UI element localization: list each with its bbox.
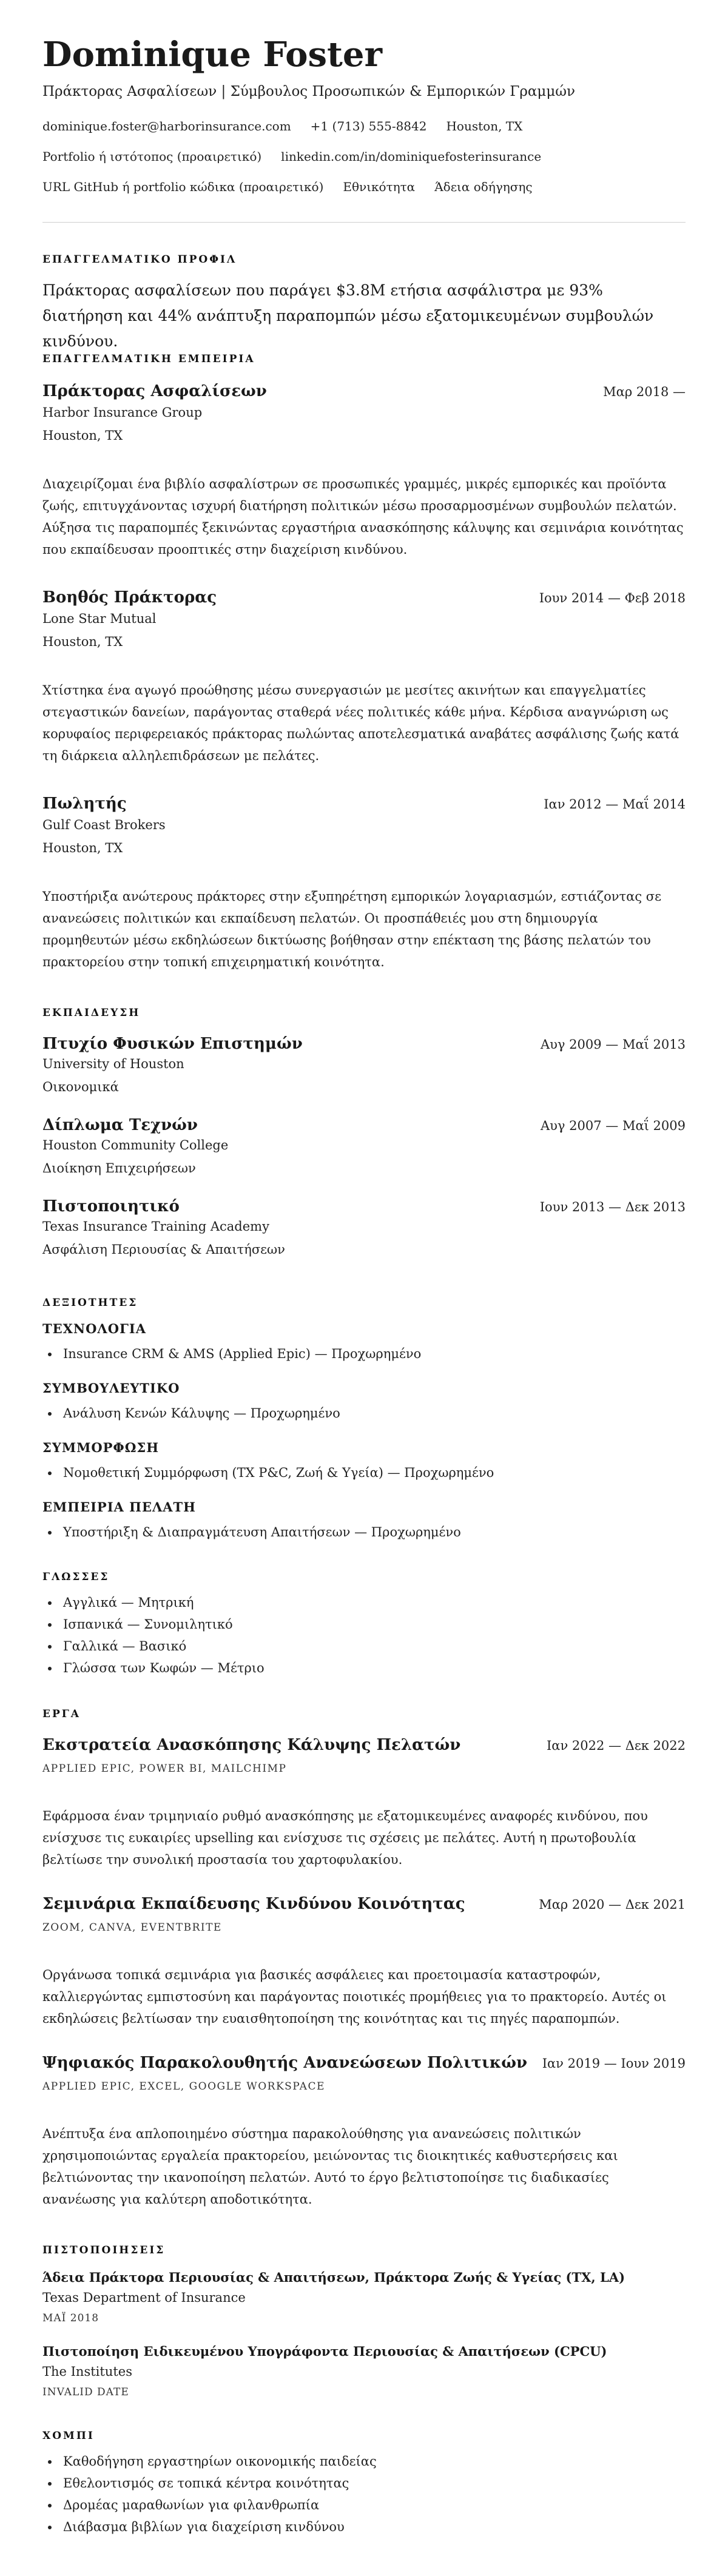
job-description: Χτίστηκα ένα αγωγό προώθησης μέσω συνεργασιών με μεσίτες ακινήτων και επαγγελματίες στεγαστικών δανείων, παράγοντας σταθερά νέες πολιτικές κάθε μήνα. Κέρδισα αναγνώριση ως κορυφαίος περιφερειακός πράκτορας πωλώντας αποτελεσματικά αναβάτες ασφάλισης ζωής κατά τη διάρκεια αλληλεπιδράσεων με πελάτες. (42, 683, 679, 763)
project-dates: Ιαν 2019 — Ιουν 2019 (542, 2056, 686, 2071)
projects-heading: ΕΡΓΑ (42, 1708, 81, 1720)
job-company: Harbor Insurance Group (42, 405, 203, 420)
project-tech: APPLIED EPIC, EXCEL, GOOGLE WORKSPACE (42, 2080, 325, 2093)
language-item: • Γαλλικά — Βασικό (59, 1635, 265, 1657)
email-link[interactable]: dominique.foster@harborinsurance.com (42, 119, 291, 133)
linkedin-link[interactable]: linkedin.com/in/dominiquefosterinsurance (281, 149, 542, 164)
skill-category: ΣΥΜΜΟΡΦΩΣΗ (42, 1440, 160, 1455)
candidate-name: Dominique Foster (42, 35, 382, 75)
skill-item: • Νομοθετική Συμμόρφωση (TX P&C, Ζωή & Υγεία) — Προχωρημένο (59, 1462, 494, 1484)
skill-item: • Υποστήριξη & Διαπραγμάτευση Απαιτήσεων — Προχωρημένο (59, 1521, 461, 1543)
degree-title: Πιστοποιητικό (42, 1197, 180, 1216)
skill-list (42, 1521, 461, 1543)
education-heading: ΕΚΠΑΙΔΕΥΣΗ (42, 1007, 141, 1019)
hobby-item: • Διάβασμα βιβλίων για διαχείριση κινδύνου (59, 2516, 377, 2538)
school-name: University of Houston (42, 1057, 184, 1071)
skill-item: • Insurance CRM & AMS (Applied Epic) — Προχωρημένο (59, 1343, 421, 1365)
job-location: Houston, TX (42, 428, 123, 443)
job-description: Υποστήριξα ανώτερους πράκτορες στην εξυπηρέτηση εμπορικών λογαριασμών, εστιάζοντας σε ανανεώσεις πολιτικών και εκπαίδευση πελατών. Οι προσπάθειές μου στη δημιουργία προμηθευτών μέσω εκδηλώσεων δικτύωσης βοήθησαν στην επέκταση της βάσης πελατών του πρακτορείου στην τοπική επιχειρηματική κοινότητα. (42, 889, 661, 969)
job-dates: Ιουν 2014 — Φεβ 2018 (539, 591, 686, 605)
job-title: Βοηθός Πράκτορας (42, 588, 217, 607)
project-description: Οργάνωσα τοπικά σεμινάρια για βασικές ασφάλειες και προετοιμασία καταστροφών, καλλιεργώντας εμπιστοσύνη και παράγοντας ποιοτικές προμήθειες για το πρακτορείο. Αυτές οι εκδηλώσεις βελτίωσαν την ευαισθητοποίηση της κοινότητας και τις πηγές παραπομπών. (42, 1968, 667, 2026)
location-text: Houston, TX (446, 119, 523, 133)
skill-category: ΕΜΠΕΙΡΙΑ ΠΕΛΑΤΗ (42, 1499, 197, 1515)
skill-category: ΣΥΜΒΟΥΛΕΥΤΙΚΟ (42, 1380, 180, 1396)
hobbies-list (42, 2450, 377, 2538)
experience-heading: ΕΠΑΓΓΕΛΜΑΤΙΚΗ ΕΜΠΕΙΡΙΑ (42, 353, 255, 365)
degree-dates: Αυγ 2007 — Μαΐ 2009 (541, 1118, 686, 1133)
contact-row-2 (42, 149, 541, 164)
summary-text: Πράκτορας ασφαλίσεων που παράγει $3.8M ετήσια ασφάλιστρα με 93% διατήρηση και 44% ανάπτυξη παραπομπών μέσω εξατομικευμένων συμβουλών κινδύνου. (42, 281, 654, 350)
field-of-study: Οικονομικά (42, 1080, 119, 1094)
hobby-item: • Εθελοντισμός σε τοπικά κέντρα κοινότητας (59, 2472, 377, 2494)
job-dates: Ιαν 2012 — Μαΐ 2014 (544, 797, 686, 812)
contact-row-1 (42, 119, 522, 133)
field-of-study: Ασφάλιση Περιουσίας & Απαιτήσεων (42, 1242, 285, 1257)
project-dates: Μαρ 2020 — Δεκ 2021 (539, 1897, 686, 1912)
job-location: Houston, TX (42, 841, 123, 855)
skill-category: ΤΕΧΝΟΛΟΓΙΑ (42, 1321, 147, 1336)
job-title: Πωλητής (42, 795, 127, 813)
certification-issuer: The Institutes (42, 2364, 132, 2379)
job-company: Lone Star Mutual (42, 611, 157, 626)
summary-heading: ΕΠΑΓΓΕΛΜΑΤΙΚΟ ΠΡΟΦΙΛ (42, 254, 237, 266)
certification-name: Πιστοποίηση Ειδικευμένου Υπογράφοντα Περιουσίας & Απαιτήσεων (CPCU) (42, 2344, 607, 2359)
project-tech: APPLIED EPIC, POWER BI, MAILCHIMP (42, 1763, 287, 1775)
certification-date: ΜΑΪ 2018 (42, 2312, 99, 2324)
hobbies-heading: ΧΟΜΠΙ (42, 2430, 95, 2442)
phone-text: +1 (713) 555-8842 (310, 119, 427, 133)
degree-title: Πτυχίο Φυσικών Επιστημών (42, 1035, 303, 1053)
language-item: • Γλώσσα των Κωφών — Μέτριο (59, 1657, 265, 1679)
candidate-headline: Πράκτορας Ασφαλίσεων | Σύμβουλος Προσωπικών & Εμπορικών Γραμμών (42, 84, 576, 99)
project-name: Εκστρατεία Ανασκόπησης Κάλυψης Πελατών (42, 1736, 461, 1754)
language-item: • Αγγλικά — Μητρική (59, 1592, 265, 1613)
job-title: Πράκτορας Ασφαλίσεων (42, 382, 267, 400)
project-description: Εφάρμοσα έναν τριμηνιαίο ρυθμό ανασκόπησης με εξατομικευμένες αναφορές κινδύνου, που ενίσχυσε τις ευκαιρίες upselling και ενίσχυσε τις σχέσεις με πελάτες. Αυτή η πρωτοβουλία βελτίωσε την συνολική προστασία του χαρτοφυλακίου. (42, 1809, 648, 1867)
certifications-heading: ΠΙΣΤΟΠΟΙΗΣΕΙΣ (42, 2244, 166, 2256)
project-dates: Ιαν 2022 — Δεκ 2022 (546, 1738, 686, 1753)
skills-heading: ΔΕΞΙΟΤΗΤΕΣ (42, 1297, 138, 1309)
certification-name: Άδεια Πράκτορα Περιουσίας & Απαιτήσεων, Πράκτορα Ζωής & Υγείας (TX, LA) (42, 2270, 625, 2285)
nationality-text: Εθνικότητα (343, 180, 416, 194)
degree-title: Δίπλωμα Τεχνών (42, 1116, 198, 1134)
job-dates: Μαρ 2018 — (603, 385, 686, 399)
hobby-item: • Δρομέας μαραθωνίων για φιλανθρωπία (59, 2494, 377, 2516)
language-item: • Ισπανικά — Συνομιλητικό (59, 1613, 265, 1635)
license-text: Άδεια οδήγησης (434, 180, 533, 194)
contact-row-3 (42, 180, 533, 194)
project-name: Σεμινάρια Εκπαίδευσης Κινδύνου Κοινότητας (42, 1895, 465, 1913)
job-company: Gulf Coast Brokers (42, 818, 166, 832)
school-name: Texas Insurance Training Academy (42, 1219, 269, 1234)
certification-date: INVALID DATE (42, 2386, 129, 2398)
languages-list (42, 1592, 265, 1679)
school-name: Houston Community College (42, 1138, 229, 1152)
skill-list (42, 1462, 494, 1484)
skill-list (42, 1343, 421, 1365)
hobby-item: • Καθοδήγηση εργαστηρίων οικονομικής παιδείας (59, 2450, 377, 2472)
job-location: Houston, TX (42, 634, 123, 649)
skill-list (42, 1402, 340, 1424)
degree-dates: Ιουν 2013 — Δεκ 2013 (539, 1200, 686, 1214)
languages-heading: ΓΛΩΣΣΕΣ (42, 1571, 110, 1583)
degree-dates: Αυγ 2009 — Μαΐ 2013 (541, 1037, 686, 1052)
header-divider (42, 222, 686, 223)
skill-item: • Ανάλυση Κενών Κάλυψης — Προχωρημένο (59, 1402, 340, 1424)
github-link[interactable]: URL GitHub ή portfolio κώδικα (προαιρετικό) (42, 180, 324, 194)
field-of-study: Διοίκηση Επιχειρήσεων (42, 1161, 196, 1175)
project-description: Ανέπτυξα ένα απλοποιημένο σύστημα παρακολούθησης για ανανεώσεις πολιτικών χρησιμοποιώντας εργαλεία πρακτορείου, μειώνοντας τις διοικητικές καθυστερήσεις και βελτιώνοντας την ικανοποίηση πελατών. Αυτό το έργο βελτιστοποίησε τις διαδικασίες ανανέωσης για καλύτερη αποδοτικότητα. (42, 2127, 618, 2207)
project-name: Ψηφιακός Παρακολουθητής Ανανεώσεων Πολιτικών (42, 2054, 528, 2072)
project-tech: ZOOM, CANVA, EVENTBRITE (42, 1922, 222, 1934)
portfolio-link[interactable]: Portfolio ή ιστότοπος (προαιρετικό) (42, 149, 262, 164)
certification-issuer: Texas Department of Insurance (42, 2290, 246, 2305)
job-description: Διαχειρίζομαι ένα βιβλίο ασφαλίστρων σε προσωπικές γραμμές, μικρές εμπορικές και προϊόντα ζωής, επιτυγχάνοντας ισχυρή διατήρηση πολιτικών μέσω προσαρμοσμένων συμβουλών πελατών. Αύξησα τις παραπομπές ξεκινώντας εργαστήρια ανασκόπησης κάλυψης και σεμινάρια κοινότητας που εκπαίδευσαν προοπτικές στην διαχείριση κινδύνου. (42, 477, 684, 557)
